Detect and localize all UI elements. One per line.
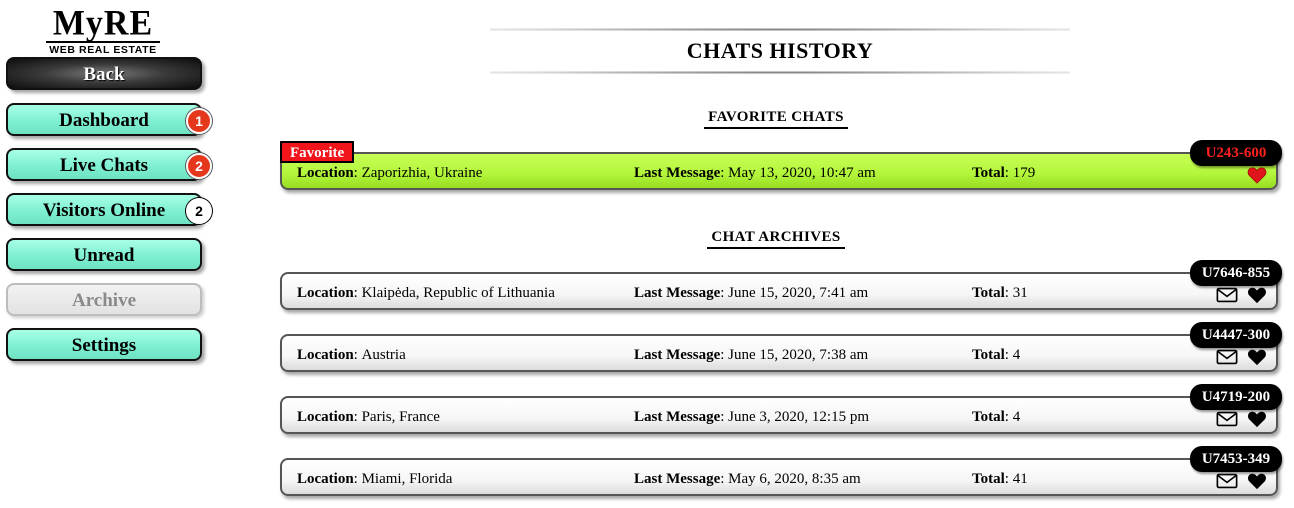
sidebar-item-label: Dashboard	[59, 110, 149, 131]
archive-chat-row[interactable]	[280, 451, 1278, 496]
row-actions	[1216, 410, 1268, 428]
envelope-icon[interactable]	[1216, 410, 1238, 428]
location-value: Klaipėda, Republic of Lithuania	[361, 284, 555, 301]
location-field: Location : Austria	[297, 346, 406, 363]
row-actions	[1216, 472, 1268, 490]
heart-icon[interactable]	[1246, 472, 1268, 490]
total-value: 179	[1012, 164, 1036, 181]
last-message-value: May 6, 2020, 8:35 am	[728, 470, 861, 487]
sidebar-item-label: Visitors Online	[42, 200, 166, 221]
sidebar-item-label: Settings	[71, 335, 137, 356]
last-message-field: Last Message : June 3, 2020, 12:15 pm	[634, 408, 870, 425]
heart-icon[interactable]	[1246, 166, 1268, 184]
chat-id-tab: U243-600	[1190, 140, 1282, 166]
location-field: Location : Klaipėda, Republic of Lithuania	[297, 284, 555, 301]
total-value: 31	[1012, 284, 1028, 301]
last-message-value: June 3, 2020, 12:15 pm	[728, 408, 870, 425]
page-title: CHATS HISTORY	[490, 28, 1070, 74]
logo-tagline: WEB REAL ESTATE	[46, 41, 160, 56]
archive-chat-row[interactable]	[280, 389, 1278, 434]
chat-id-tab: U4447-300	[1190, 322, 1282, 348]
favorites-heading	[0, 109, 1294, 129]
last-message-field: Last Message : June 15, 2020, 7:41 am	[634, 284, 869, 301]
back-button[interactable]: Back	[6, 57, 202, 90]
row-actions	[1216, 286, 1268, 304]
total-field: Total : 31	[972, 284, 1028, 301]
live-chats-count-badge: 2	[186, 153, 212, 179]
archive-chat-row[interactable]	[280, 265, 1278, 310]
last-message-field: Last Message : May 13, 2020, 10:47 am	[634, 164, 876, 181]
sidebar-item-live-chats[interactable]	[6, 148, 202, 181]
archives-heading	[0, 229, 1294, 249]
logo-mark: MyRE	[52, 4, 154, 43]
envelope-icon[interactable]	[1216, 472, 1238, 490]
total-value: 4	[1012, 408, 1021, 425]
sidebar-item-label: Live Chats	[59, 155, 149, 176]
location-value: Zaporizhia, Ukraine	[361, 164, 483, 181]
total-field: Total : 179	[972, 164, 1036, 181]
last-message-value: June 15, 2020, 7:38 am	[728, 346, 869, 363]
last-message-field: Last Message : June 15, 2020, 7:38 am	[634, 346, 869, 363]
dashboard-count-badge: 1	[186, 108, 212, 134]
heart-icon[interactable]	[1246, 286, 1268, 304]
sidebar-item-label: Unread	[73, 245, 135, 266]
envelope-icon[interactable]	[1216, 286, 1238, 304]
favorites-heading-text: FAVORITE CHATS	[704, 109, 848, 129]
favorite-chat-row[interactable]	[280, 145, 1278, 190]
favorite-tag: Favorite	[280, 141, 354, 163]
total-value: 41	[1012, 470, 1028, 487]
sidebar-item-settings[interactable]	[6, 328, 202, 361]
chat-id-tab: U7453-349	[1190, 446, 1282, 472]
logo	[46, 4, 160, 56]
envelope-icon[interactable]	[1216, 348, 1238, 366]
chat-id-tab: U4719-200	[1190, 384, 1282, 410]
sidebar-item-visitors-online[interactable]	[6, 193, 202, 226]
total-value: 4	[1012, 346, 1021, 363]
last-message-value: May 13, 2020, 10:47 am	[728, 164, 876, 181]
visitors-online-count-badge: 2	[186, 198, 212, 224]
row-actions	[1246, 166, 1268, 184]
location-field: Location : Paris, France	[297, 408, 440, 425]
sidebar-item-archive[interactable]	[6, 283, 202, 316]
location-field: Location : Miami, Florida	[297, 470, 453, 487]
archives-heading-text: CHAT ARCHIVES	[707, 229, 844, 249]
total-field: Total : 41	[972, 470, 1028, 487]
heart-icon[interactable]	[1246, 348, 1268, 366]
location-value: Paris, France	[361, 408, 440, 425]
total-field: Total : 4	[972, 408, 1021, 425]
location-field: Location : Zaporizhia, Ukraine	[297, 164, 483, 181]
chat-id-tab: U7646-855	[1190, 260, 1282, 286]
last-message-field: Last Message : May 6, 2020, 8:35 am	[634, 470, 861, 487]
row-actions	[1216, 348, 1268, 366]
location-value: Miami, Florida	[361, 470, 453, 487]
heart-icon[interactable]	[1246, 410, 1268, 428]
location-value: Austria	[361, 346, 406, 363]
last-message-value: June 15, 2020, 7:41 am	[728, 284, 869, 301]
sidebar-item-label: Archive	[71, 290, 137, 311]
archive-chat-row[interactable]	[280, 327, 1278, 372]
total-field: Total : 4	[972, 346, 1021, 363]
